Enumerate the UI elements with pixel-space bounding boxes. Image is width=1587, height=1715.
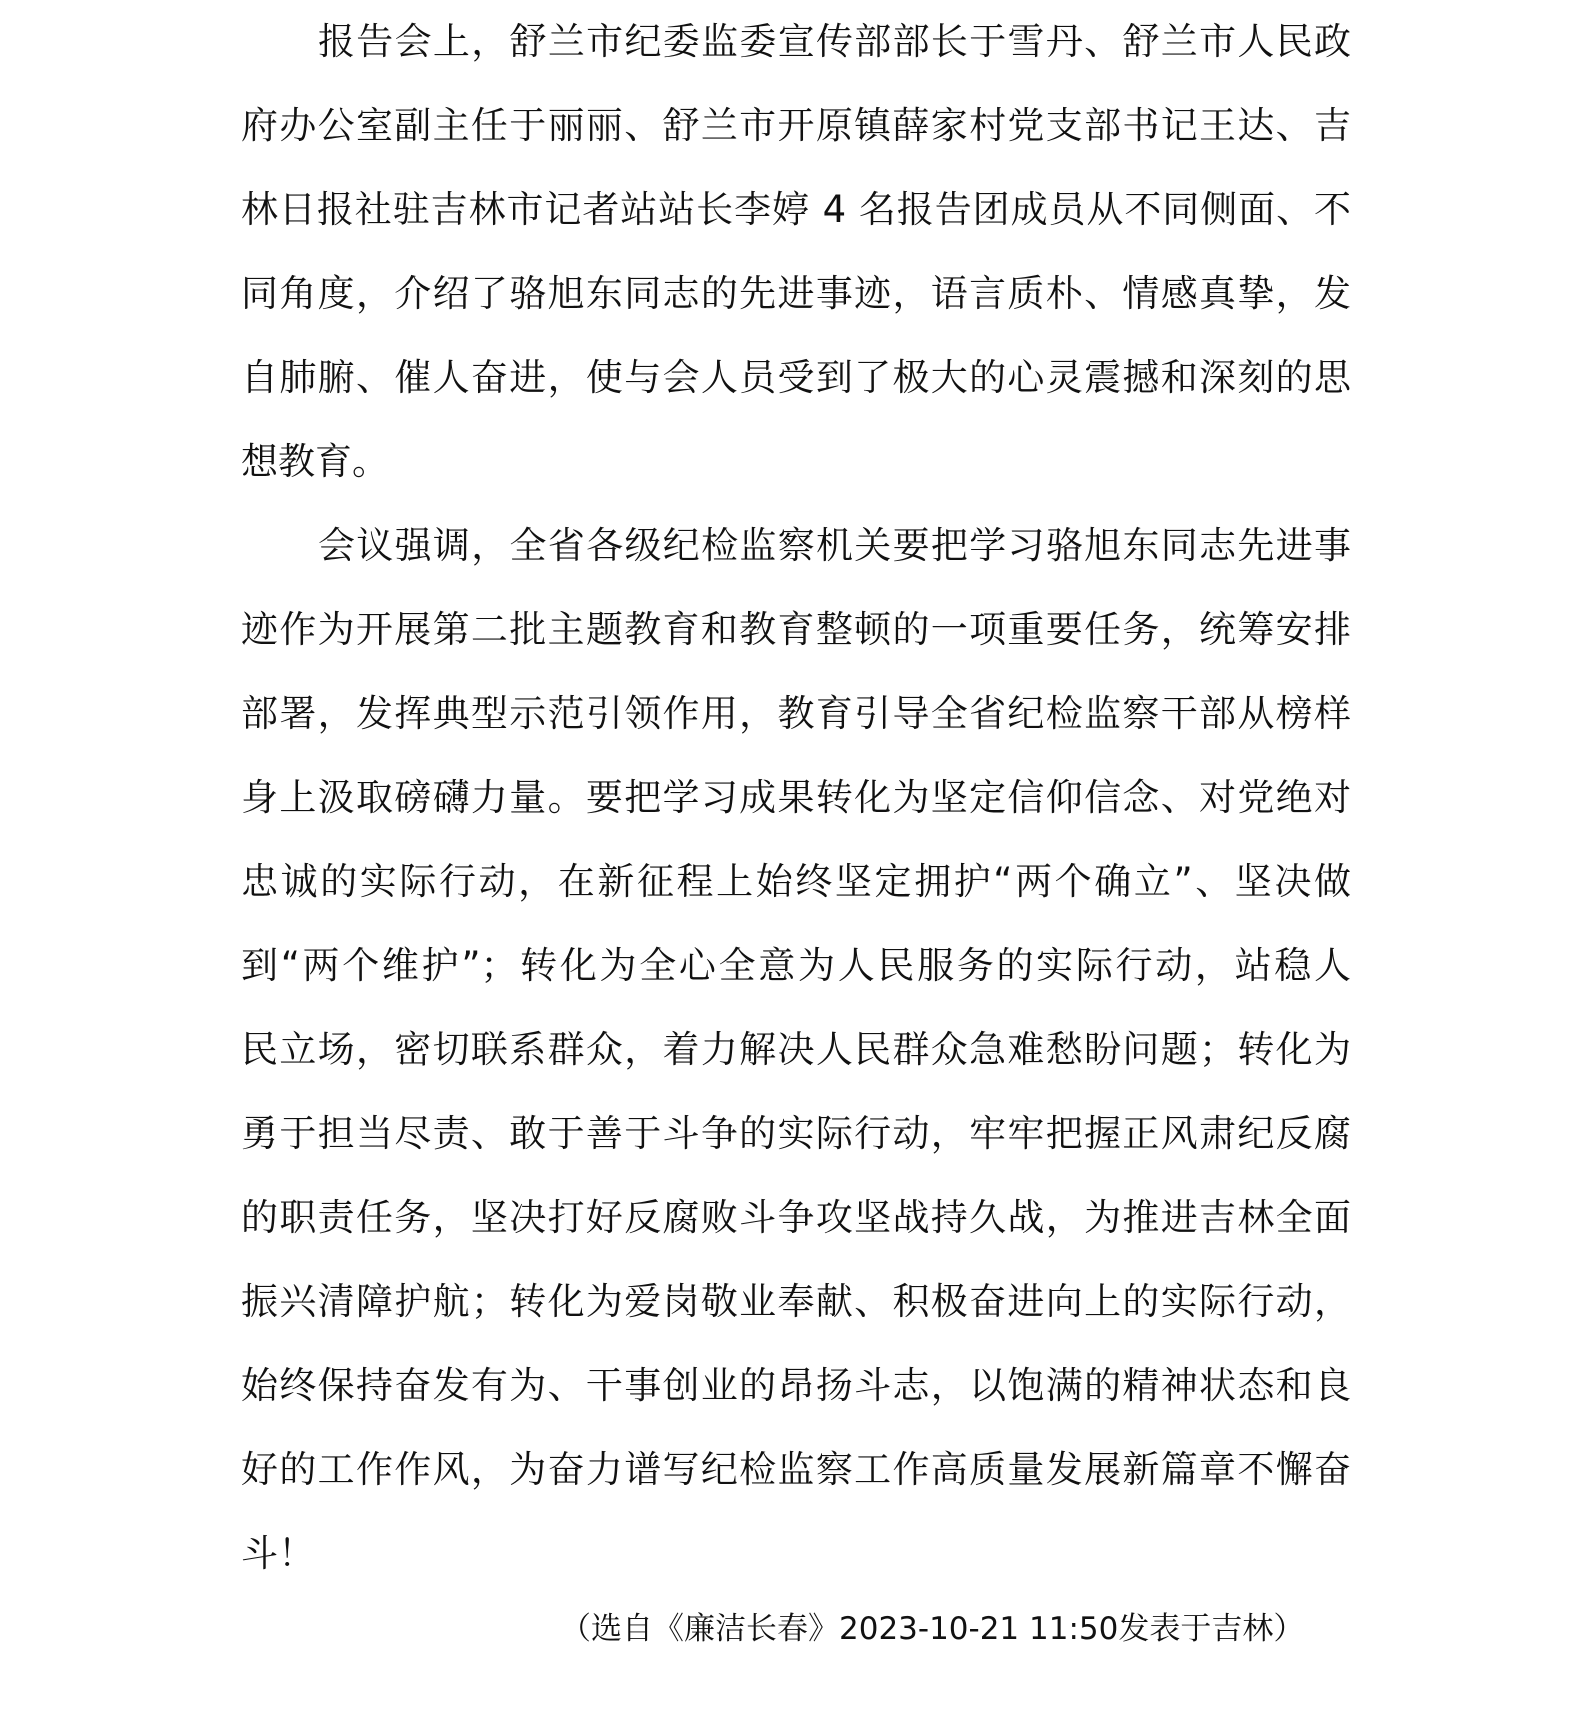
paragraph-2-line-5: 忠诚的实际行动，在新征程上始终坚定拥护“两个确立”、坚决做 — [241, 860, 1351, 903]
paragraph-1-line-1: 报告会上，舒兰市纪委监委宣传部部长于雪丹、舒兰市人民政 — [318, 20, 1351, 63]
paragraph-1-line-6: 想教育。 — [241, 440, 389, 483]
paragraph-1-line-2: 府办公室副主任于丽丽、舒兰市开原镇薛家村党支部书记王达、吉 — [241, 104, 1351, 147]
paragraph-2-line-11: 始终保持奋发有为、干事创业的昂扬斗志，以饱满的精神状态和良 — [241, 1364, 1351, 1407]
paragraph-2-line-4: 身上汲取磅礴力量。要把学习成果转化为坚定信仰信念、对党绝对 — [241, 776, 1351, 819]
paragraph-2-line-9: 的职责任务，坚决打好反腐败斗争攻坚战持久战，为推进吉林全面 — [241, 1196, 1351, 1239]
paragraph-2-line-3: 部署，发挥典型示范引领作用，教育引导全省纪检监察干部从榜样 — [241, 692, 1351, 735]
paragraph-2-line-7: 民立场，密切联系群众，着力解决人民群众急难愁盼问题；转化为 — [241, 1028, 1351, 1071]
paragraph-2-line-10: 振兴清障护航；转化为爱岗敬业奉献、积极奋进向上的实际行动， — [241, 1280, 1351, 1323]
paragraph-1-line-3: 林日报社驻吉林市记者站站长李婷 4 名报告团成员从不同侧面、不 — [241, 188, 1351, 231]
paragraph-2-line-1: 会议强调，全省各级纪检监察机关要把学习骆旭东同志先进事 — [318, 524, 1351, 567]
paragraph-2-line-2: 迹作为开展第二批主题教育和教育整顿的一项重要任务，统筹安排 — [241, 608, 1351, 651]
paragraph-2-line-8: 勇于担当尽责、敢于善于斗争的实际行动，牢牢把握正风肃纪反腐 — [241, 1112, 1351, 1155]
paragraph-1-line-5: 自肺腑、催人奋进，使与会人员受到了极大的心灵震撼和深刻的思 — [241, 356, 1351, 399]
paragraph-2-line-6: 到“两个维护”；转化为全心全意为人民服务的实际行动，站稳人 — [241, 944, 1351, 987]
paragraph-1-line-4: 同角度，介绍了骆旭东同志的先进事迹，语言质朴、情感真挚，发 — [241, 272, 1351, 315]
source-note: （选自《廉洁长春》2023-10-21 11:50发表于吉林） — [560, 1611, 1305, 1647]
paragraph-2-line-13: 斗！ — [241, 1532, 315, 1575]
paragraph-2-line-12: 好的工作作风，为奋力谱写纪检监察工作高质量发展新篇章不懈奋 — [241, 1448, 1351, 1491]
